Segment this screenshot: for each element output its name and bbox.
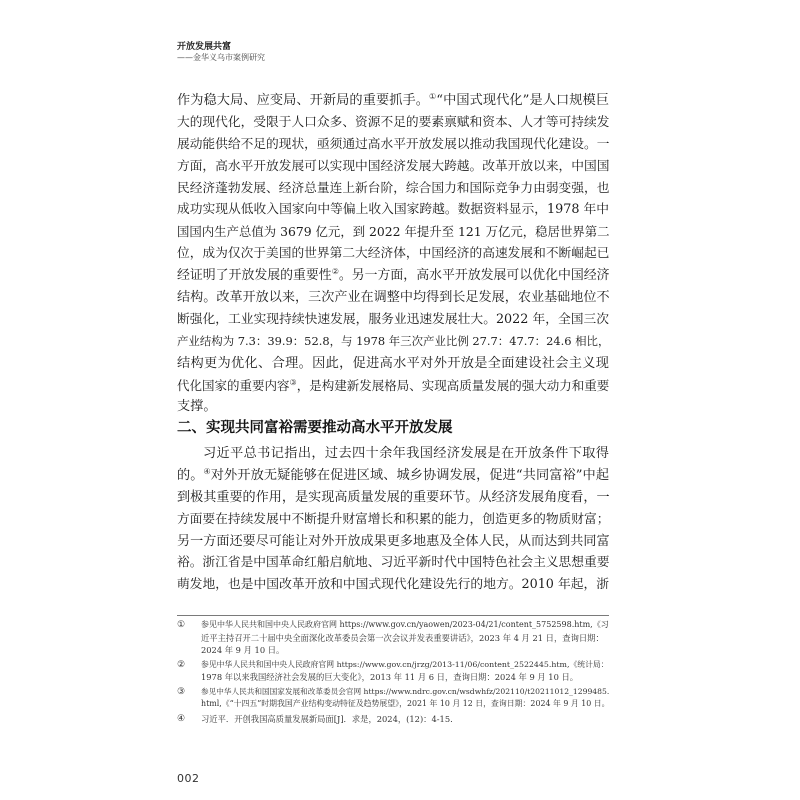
footnote-ref-4: ④ bbox=[203, 466, 211, 476]
paragraph-continued bbox=[177, 90, 609, 418]
footnote-divider bbox=[177, 615, 609, 616]
text-line: 代化国家的重要内容③，是构建新发展格局、实现高质量发展的强大动力和重要 bbox=[177, 377, 610, 393]
footnote-ref-3: ③ bbox=[289, 377, 297, 387]
paragraph-section-2 bbox=[177, 443, 609, 596]
text-line: 位，成为仅次于美国的世界第二大经济体，中国经济的高速发展和不断崛起已 bbox=[177, 246, 610, 262]
footnote-ref-2: ② bbox=[331, 267, 339, 277]
footnote-2 bbox=[177, 659, 609, 684]
text-line: 方面要在持续发展中不断提升财富增长和积累的能力，创造更多的物质财富； bbox=[177, 511, 610, 527]
text-line: 展动能供给不足的现状，亟须通过高水平开放发展以推动我国现代化建设。一 bbox=[177, 136, 610, 152]
page-number: 002 bbox=[177, 772, 200, 785]
text-line: 方面，高水平开放发展可以实现中国经济发展大跨越。改革开放以来，中国国 bbox=[177, 158, 610, 174]
text-line: 作为稳大局、应变局、开新局的重要抓手。①“中国式现代化”是人口规模巨 bbox=[177, 92, 610, 108]
text-line: 民经济蓬勃发展、经济总量连上新台阶，综合国力和国际竞争力由弱变强，也 bbox=[177, 180, 610, 196]
running-head-subtitle: ——金华义乌市案例研究 bbox=[177, 53, 265, 62]
text-line: 结构。改革开放以来，三次产业在调整中均得到长足发展，农业基础地位不 bbox=[177, 290, 610, 306]
footnote-line: 近平主持召开二十届中央全面深化改革委员会第一次会议并发表重要讲话》，2023 年 4 月 21 日，查询日期： bbox=[201, 632, 604, 643]
text-line: 到极其重要的作用，是实现高质量发展的重要环节。从经济发展角度看，一 bbox=[177, 489, 610, 505]
text-line: 产业结构为 7.3：39.9：52.8，与 1978 年三次产业比例 27.7：47.7：24.6 相比， bbox=[177, 333, 610, 348]
footnote-line: 参见中华人民共和国国家发展和改革委员会官网 https://www.ndrc.gov.cn/wsdwhfz/202110/t20211012_1299485. bbox=[201, 686, 610, 696]
section-heading: 二、实现共同富裕需要推动高水平开放发展 bbox=[177, 420, 453, 436]
footnote-1 bbox=[177, 619, 609, 657]
text-line: 结构更为优化、合理。因此，促进高水平对外开放是全面建设社会主义现 bbox=[177, 355, 609, 371]
text-line: 习近平总书记指出，过去四十余年我国经济发展是在开放条件下取得 bbox=[203, 446, 609, 461]
text-line: 另一方面还要尽可能让对外开放成果更多地惠及全体人民，从而达到共同富 bbox=[177, 533, 610, 549]
footnote-line: 2024 年 9 月 10 日。 bbox=[201, 645, 285, 655]
footnote-4 bbox=[177, 713, 609, 726]
footnotes bbox=[177, 619, 609, 727]
running-head-title: 开放发展共富 bbox=[177, 42, 232, 52]
running-head bbox=[177, 42, 477, 63]
text-line: 经证明了开放发展的重要性②。另一方面，高水平开放发展可以优化中国经济 bbox=[177, 267, 610, 284]
text-line: 断强化，工业实现持续快速发展，服务业迅速发展壮大。2022 年，全国三次 bbox=[177, 311, 609, 327]
footnote-line: 1978 年以来我国经济社会发展的巨大变化》，2013 年 11 月 6 日，查询日期：2024 年 9 月 10 日。 bbox=[201, 672, 579, 682]
footnote-marker: ③ bbox=[177, 686, 186, 697]
text-line: 大的现代化，受限于人口众多、资源不足的要素禀赋和资本、人才等可持续发 bbox=[177, 114, 610, 130]
footnote-line: 参见中华人民共和国中央人民政府官网 https://www.gov.cn/yaowen/2023-04/21/content_5752598.htm,《习 bbox=[201, 620, 609, 629]
text-line: 裕。浙江省是中国革命红船启航地、习近平新时代中国特色社会主义思想重要 bbox=[177, 555, 610, 571]
footnote-marker: ④ bbox=[177, 713, 186, 724]
footnote-line: 习近平．开创我国高质量发展新局面[J]．求是，2024，(12)：4-15. bbox=[201, 713, 453, 724]
footnote-3 bbox=[177, 686, 609, 711]
text-line: 萌发地，也是中国改革开放和中国式现代化建设先行的地方。2010 年起，浙 bbox=[177, 577, 609, 593]
footnote-line: html,《“十四五”时期我国产业结构变动特征及趋势展望》，2021 年 10 月 12 日，查询日期：2024 年 9 月 10 日。 bbox=[201, 699, 610, 708]
text-line: 的。④对外开放无疑能够在促进区域、城乡协调发展，促进“共同富裕”中起 bbox=[177, 466, 610, 483]
text-line: 支撑。 bbox=[177, 399, 217, 415]
footnote-ref-1: ① bbox=[429, 92, 437, 101]
text-line: 国国内生产总值为 3679 亿元，到 2022 年提升至 121 万亿元，稳居世界第二 bbox=[177, 224, 610, 240]
footnote-marker: ① bbox=[177, 620, 186, 630]
text-line: 成功实现从低收入国家向中等偏上收入国家跨越。数据资料显示，1978 年中 bbox=[177, 202, 609, 218]
footnote-line: 参见中华人民共和国中央人民政府官网 https://www.gov.cn/jrzg/2013-11/06/content_2522445.htm,《统计局： bbox=[201, 659, 609, 669]
footnote-marker: ② bbox=[177, 659, 186, 670]
